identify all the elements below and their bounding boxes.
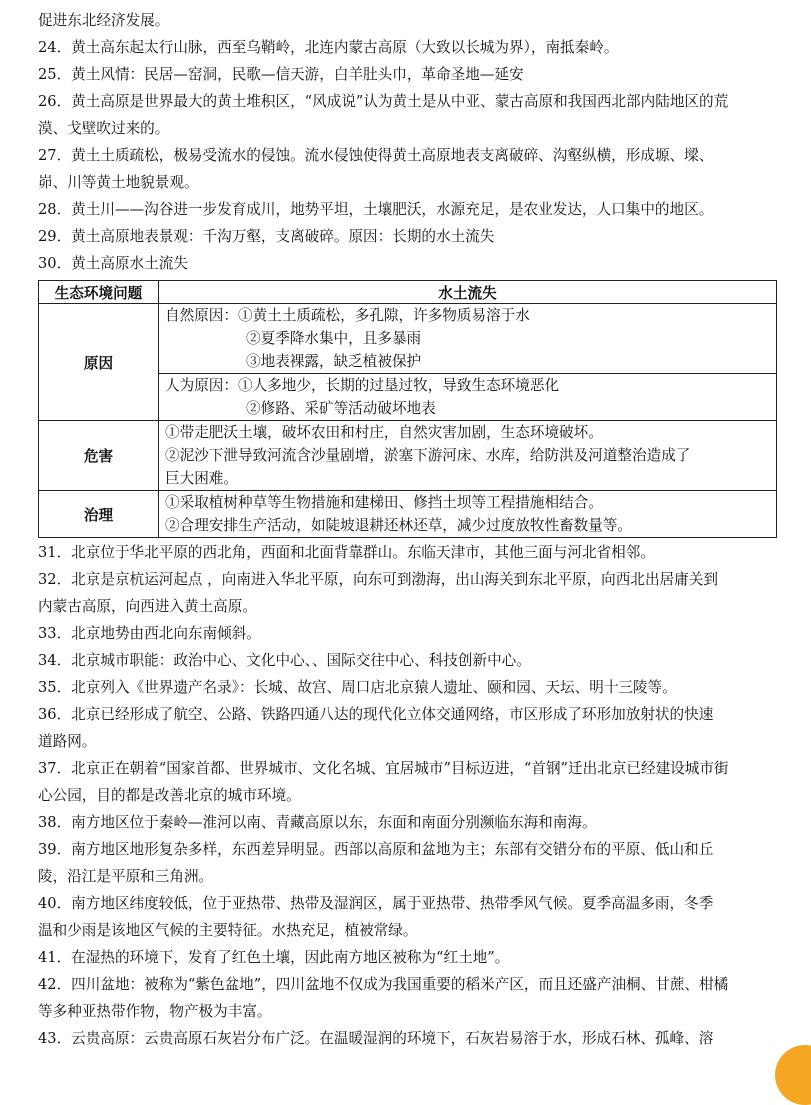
text-line: 28．黄土川——沟谷进一步发育成川，地势平坦，土壤肥沃，水源充足，是农业发达，人口集中的地区。: [38, 201, 714, 218]
governance-cell: [159, 491, 777, 538]
table-header-problem: 生态环境问题: [39, 281, 159, 304]
cause-line: ③地表裸露，缺乏植被保护: [246, 353, 422, 370]
text-line: 37．北京正在朝着“国家首都、世界城市、文化名城、宜居城市”目标迈进，“首钢”迁出北京已经建设城市街: [38, 760, 729, 777]
cause-line: 人为原因：①人多地少，长期的过垦过牧，导致生态环境恶化: [165, 377, 560, 394]
text-line: 34．北京城市职能：政治中心、文化中心、、国际交往中心、科技创新中心。: [38, 652, 531, 669]
row-label-harm: 危害: [39, 421, 159, 491]
text-line: 36．北京已经形成了航空、公路、铁路四通八达的现代化立体交通网络，市区形成了环形加放射状的快速: [38, 706, 714, 723]
text-line: 24．黄土高东起太行山脉，西至乌鞘岭，北连内蒙古高原（大致以长城为界），南抵秦岭。: [38, 39, 619, 56]
harm-line: 巨大困难。: [165, 470, 238, 487]
text-line: 促进东北经济发展。: [38, 12, 170, 29]
natural-causes-cell: [159, 304, 777, 374]
harm-cell: [159, 421, 777, 491]
text-line: 39．南方地区地形复杂多样，东西差异明显。西部以高原和盆地为主；东部有交错分布的平原、低山和丘: [38, 841, 714, 858]
text-line: 40．南方地区纬度较低，位于亚热带、热带及湿润区，属于亚热带、热带季风气候。夏季高温多雨，冬季: [38, 895, 714, 912]
text-line: 27．黄土土质疏松，极易受流水的侵蚀。流水侵蚀使得黄土高原地表支离破碎、沟壑纵横，形成塬、墚、: [38, 147, 714, 164]
row-label-cause: 原因: [39, 304, 159, 421]
text-line: 等多种亚热带作物，物产极为丰富。: [38, 1003, 272, 1020]
governance-line: ②合理安排生产活动，如陡坡退耕还林还草，减少过度放牧性畜数量等。: [165, 517, 633, 534]
text-line: 26．黄土高原是世界最大的黄土堆积区，“风成说”认为黄土是从中亚、蒙古高原和我国西北部内陆地区的荒: [38, 93, 729, 110]
text-line: 30．黄土高原水土流失: [38, 255, 188, 272]
cause-line: ②夏季降水集中，且多暴雨: [246, 330, 422, 347]
text-line: 道路网。: [38, 733, 97, 750]
cause-line: ②修路、采矿等活动破坏地表: [246, 400, 436, 417]
text-line: 35．北京列入《世界遗产名录》：长城、故宫、周口店北京猿人遗址、颐和园、天坛、明十三陵等。: [38, 679, 677, 696]
row-label-governance: 治理: [39, 491, 159, 538]
human-causes-cell: [159, 374, 777, 421]
text-line: 峁、川等黄土地貌景观。: [38, 174, 199, 191]
governance-line: ①采取植树种草等生物措施和建梯田、修挡土坝等工程措施相结合。: [165, 494, 603, 511]
text-line: 陵，沿江是平原和三角洲。: [38, 868, 214, 885]
harm-line: ①带走肥沃土壤，破坏农田和村庄，自然灾害加剧，生态环境破坏。: [165, 424, 603, 441]
text-line: 31．北京位于华北平原的西北角，西面和北面背靠群山。东临天津市，其他三面与河北省相邻。: [38, 544, 655, 561]
text-line: 漠、戈壁吹过来的。: [38, 120, 170, 137]
corner-decoration: [775, 1045, 811, 1105]
cause-line: 自然原因：①黄土土质疏松，多孔隙，许多物质易溶于水: [165, 307, 530, 324]
text-line: 38．南方地区位于秦岭—淮河以南、青藏高原以东，东面和南面分别濒临东海和南海。: [38, 814, 597, 831]
text-line: 心公园，目的都是改善北京的城市环境。: [38, 787, 301, 804]
text-line: 29．黄土高原地表景观：千沟万壑，支离破碎。原因：长期的水土流失: [38, 228, 495, 245]
text-line: 33．北京地势由西北向东南倾斜。: [38, 625, 261, 642]
text-line: 43．云贵高原：云贵高原石灰岩分布广泛。在温暖湿润的环境下，石灰岩易溶于水，形成石林、孤峰、溶: [38, 1030, 714, 1047]
soil-erosion-table: [38, 280, 777, 538]
text-line: 32．北京是京杭运河起点 ，向南进入华北平原，向东可到渤海，出山海关到东北平原，向西北出居庸关到: [38, 571, 718, 588]
text-line: 内蒙古高原，向西进入黄土高原。: [38, 598, 257, 615]
table-header-erosion: 水土流失: [159, 281, 777, 304]
text-line: 温和少雨是该地区气候的主要特征。水热充足，植被常绿。: [38, 922, 418, 939]
text-line: 25．黄土风情：民居—窑洞，民歌—信天游，白羊肚头巾，革命圣地—延安: [38, 66, 524, 83]
harm-line: ②泥沙下泄导致河流含沙量剧增，淤塞下游河床、水库，给防洪及河道整治造成了: [165, 447, 691, 464]
text-line: 42．四川盆地：被称为“紫色盆地”，四川盆地不仅成为我国重要的稻米产区，而且还盛产油桐、甘蔗、柑橘: [38, 976, 729, 993]
text-line: 41．在湿热的环境下，发育了红色土壤，因此南方地区被称为“红土地”。: [38, 949, 510, 966]
